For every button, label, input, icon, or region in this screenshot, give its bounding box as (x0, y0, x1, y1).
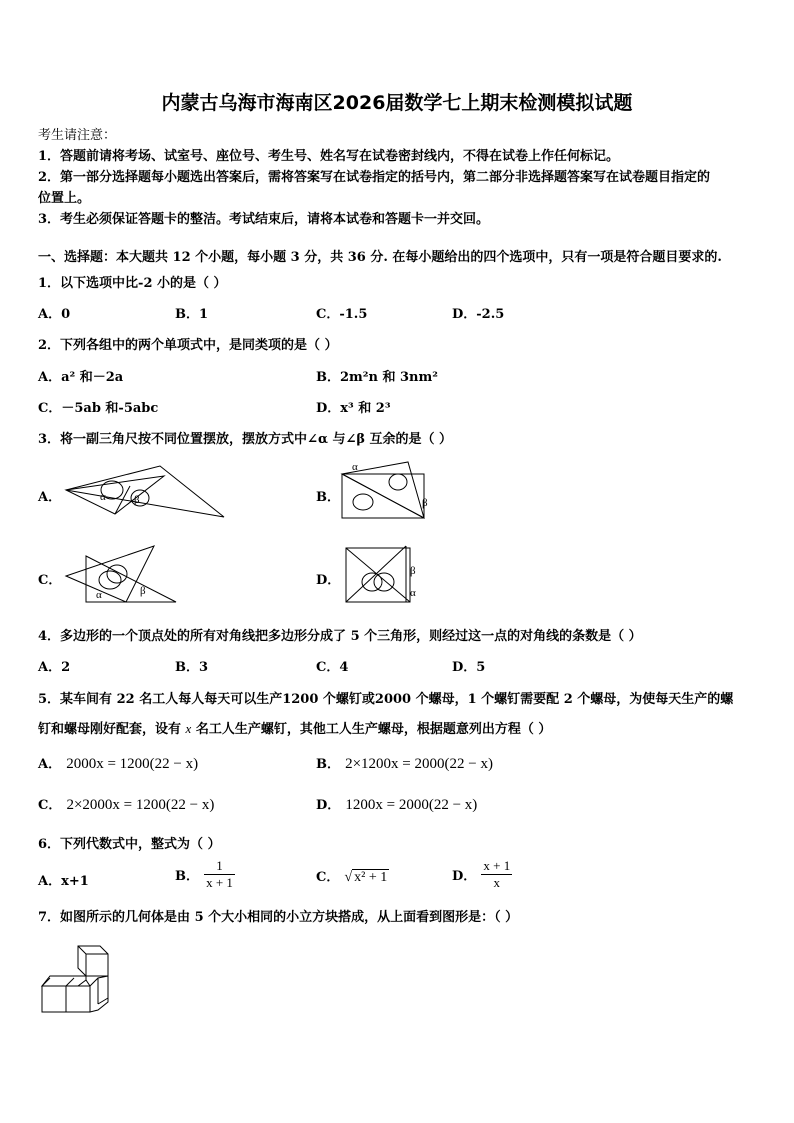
q6-stem: 6．下列代数式中，整式为（ ） (38, 837, 221, 852)
notice-item-1: 1．答题前请将考场、试室号、座位号、考生号、姓名写在试卷密封线内，不得在试卷上作任何标记。 (38, 149, 620, 164)
q1-option-d[interactable]: D．-2.5 (452, 307, 505, 322)
q1-option-a[interactable]: A．0 (38, 307, 71, 322)
q1-option-c[interactable]: C．-1.5 (316, 307, 368, 322)
q5-option-a-label: A． (38, 757, 62, 772)
q6-option-b[interactable] (175, 858, 235, 891)
q3-option-b[interactable]: B． (316, 490, 340, 505)
q2-option-b[interactable]: B．2m²n 和 3nm² (316, 370, 438, 385)
q6-option-b-fraction (204, 858, 235, 891)
q3-figure-a (60, 460, 225, 520)
beta-label: β (410, 565, 416, 577)
q5-option-a-equation: 2000x = 1200(22 − x) (66, 756, 199, 772)
q2-option-a[interactable]: A．a² 和－2a (38, 370, 124, 385)
q5-option-c[interactable] (38, 794, 214, 814)
q4-option-d[interactable]: D．5 (452, 660, 486, 675)
q3-option-d[interactable]: D． (316, 573, 341, 588)
q2-option-c[interactable]: C．－5ab 和-5abc (38, 401, 159, 416)
notice-heading: 考生请注意： (38, 128, 117, 143)
notice-item-3: 3．考生必须保证答题卡的整洁。考试结束后，请将本试卷和答题卡一并交回。 (38, 212, 490, 227)
q5-option-c-equation: 2×2000x = 1200(22 − x) (66, 797, 215, 813)
q5-stem-part-2: 名工人生产螺钉，其他工人生产螺母，根据题意列出方程（ ） (195, 722, 552, 737)
fraction-denominator: x (493, 875, 501, 890)
q4-option-c[interactable]: C．4 (316, 660, 349, 675)
alpha-label: α (352, 461, 358, 473)
q5-option-c-label: C． (38, 798, 62, 813)
q1-option-b[interactable]: B．1 (175, 307, 209, 322)
notice-item-2: 2．第一部分选择题每小题选出答案后，需将答案写在试卷指定的括号内，第二部分非选择题答案写在试卷题目指定的 (38, 170, 711, 185)
fraction-denominator: x + 1 (206, 875, 233, 890)
q2-stem: 2．下列各组中的两个单项式中，是同类项的是（ ） (38, 338, 338, 353)
q1-stem: 1．以下选项中比-2 小的是（ ） (38, 276, 227, 291)
q6-option-c-radicand: x² + 1 (354, 870, 388, 885)
q5-option-b[interactable] (316, 753, 493, 773)
q3-figure-d (340, 542, 425, 606)
q5-option-d-label: D． (316, 798, 341, 813)
q4-stem: 4．多边形的一个顶点处的所有对角线把多边形分成了 5 个三角形，则经过这一点的对角线的条数是（ ） (38, 629, 642, 644)
fraction-numerator: x + 1 (483, 858, 511, 873)
q6-option-b-label: B． (175, 869, 199, 884)
q4-option-b[interactable]: B．3 (175, 660, 209, 675)
alpha-label: α (410, 587, 416, 599)
q4-option-a[interactable]: A．2 (38, 660, 71, 675)
notice-item-2-cont: 位置上。 (38, 191, 91, 206)
q6-option-d-fraction (481, 858, 512, 891)
sqrt-sign: √ (344, 870, 353, 885)
q6-option-d[interactable] (452, 858, 512, 891)
q7-cube-figure (40, 942, 112, 1018)
q6-option-c[interactable] (316, 866, 389, 886)
q5-option-b-equation: 2×1200x = 2000(22 − x) (345, 756, 493, 772)
beta-label: β (422, 497, 428, 509)
q5-option-d-equation: 1200x = 2000(22 − x) (345, 797, 478, 813)
q5-variable-x: x (185, 721, 192, 736)
alpha-label: α (100, 491, 106, 503)
q5-stem-part-1: 钉和螺母刚好配套，设有 (38, 722, 182, 737)
q5-stem-line-1: 5．某车间有 22 名工人每人每天可以生产1200 个螺钉或2000 个螺母，1 个螺钉需要配 2 个螺母，为使每天生产的螺 (38, 692, 734, 707)
q5-option-d[interactable] (316, 794, 477, 814)
q6-option-d-label: D． (452, 869, 477, 884)
q3-option-a[interactable]: A． (38, 490, 62, 505)
q3-option-c[interactable]: C． (38, 573, 62, 588)
q3-figure-b (338, 456, 443, 522)
beta-label: β (134, 494, 140, 506)
q6-option-a[interactable]: A．x+1 (38, 874, 89, 889)
alpha-label: α (96, 589, 102, 601)
q3-stem: 3．将一副三角尺按不同位置摆放，摆放方式中∠α 与∠β 互余的是（ ） (38, 432, 453, 447)
q2-option-d[interactable]: D．x³ 和 2³ (316, 401, 391, 416)
fraction-numerator: 1 (204, 858, 235, 875)
section-heading: 一、选择题：本大题共 12 个小题，每小题 3 分，共 36 分. 在每小题给出的四个选项中，只有一项是符合题目要求的. (38, 250, 722, 265)
q6-option-c-label: C． (316, 870, 340, 885)
q7-stem: 7．如图所示的几何体是由 5 个大小相同的小立方块搭成，从上面看到图形是：（ ） (38, 910, 519, 925)
q5-option-a[interactable] (38, 753, 198, 773)
page-title: 内蒙古乌海市海南区2026届数学七上期末检测模拟试题 (161, 92, 633, 114)
q3-figure-c (62, 542, 180, 606)
beta-label: β (140, 585, 146, 597)
q5-option-b-label: B． (316, 757, 340, 772)
q5-stem-line-2 (38, 718, 551, 737)
